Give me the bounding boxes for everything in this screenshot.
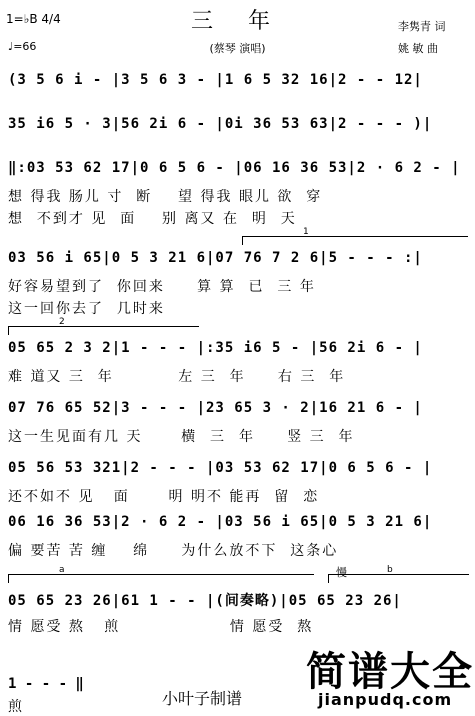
watermark-url: jianpudq.com — [318, 690, 453, 709]
notation-line: 07 76 65 52|3 - - - |23 65 3 · 2|16 21 6 - | — [8, 400, 423, 416]
notation-line: 06 16 36 53|2 · 6 2 - |03 56 i 65|0 5 3 21 6| — [8, 514, 433, 530]
score-row — [8, 460, 469, 505]
score-row — [8, 116, 469, 146]
notation-line: 05 56 53 321|2 - - - |03 53 62 17|0 6 5 6 - | — [8, 460, 433, 476]
tempo: ♩=66 — [8, 40, 37, 53]
notation-line: 05 65 2 3 2|1 - - - |:35 i6 5 - |56 2i 6 - | — [8, 340, 423, 356]
lyric-line: 想 得我 肠儿 寸 断 望 得我 眼儿 欲 穿 — [8, 189, 323, 205]
composer: 姚 敏 曲 — [398, 42, 438, 55]
lyric-line: 情 愿受 熬 煎 情 愿受 熬 — [8, 619, 314, 635]
volta-1: 1 — [242, 236, 468, 245]
lyric-line: 还不如不 见 面 明 明不 能再 留 恋 — [8, 489, 320, 505]
score-row — [8, 72, 469, 102]
artist: (蔡琴 演唱) — [209, 42, 266, 55]
score-row — [8, 400, 469, 445]
maker-credit: 小叶子制谱 — [162, 689, 243, 708]
score-row — [8, 590, 469, 635]
notation-line: (3 5 6 i - |3 5 6 3 - |1 6 5 32 16|2 - - 12| — [8, 72, 423, 88]
lyric-line: 好容易望到了 你回来 算 算 已 三 年 — [8, 279, 316, 295]
slow-mark: 慢 — [336, 566, 347, 579]
notation-line: 03 56 i 65|0 5 3 21 6|07 76 7 2 6|5 - - - :| — [8, 250, 423, 266]
coda-a: a — [8, 574, 314, 583]
score-row — [8, 514, 469, 559]
lyric-line: 这一生见面有几 天 横 三 年 竖 三 年 — [8, 429, 355, 445]
watermark-title: 简谱大全 — [306, 649, 474, 695]
lyric-line: 想 不到才 见 面 别 离又 在 明 天 — [8, 211, 297, 227]
lyric-line: 这一回你去了 几时来 — [8, 301, 165, 317]
ending-notes: 1 - - - ‖ — [8, 676, 84, 692]
coda-b: b — [328, 574, 469, 583]
lyric-line: 难 道又 三 年 左 三 年 右 三 年 — [8, 369, 346, 385]
score-row — [8, 340, 469, 385]
lyricist: 李隽青 词 — [398, 20, 446, 33]
key-signature: 1=♭B 4/4 — [6, 12, 61, 26]
score-row — [8, 160, 469, 227]
title: 三 年 — [191, 9, 284, 34]
lyric-line: 偏 要苦 苦 缠 绵 为什么放不下 这条心 — [8, 543, 339, 559]
volta-2: 2 — [8, 326, 199, 335]
notation-line: ‖:03 53 62 17|0 6 5 6 - |06 16 36 53|2 · 6 2 - | — [8, 160, 461, 176]
notation-line: 35 i6 5 · 3|56 2i 6 - |0i 36 53 63|2 - - - )| — [8, 116, 433, 132]
score-row — [8, 250, 469, 317]
notation-line: 05 65 23 26|61 1 - - |(间奏略)|05 65 23 26| — [8, 593, 402, 609]
ending-lyric: 煎 — [8, 699, 22, 715]
